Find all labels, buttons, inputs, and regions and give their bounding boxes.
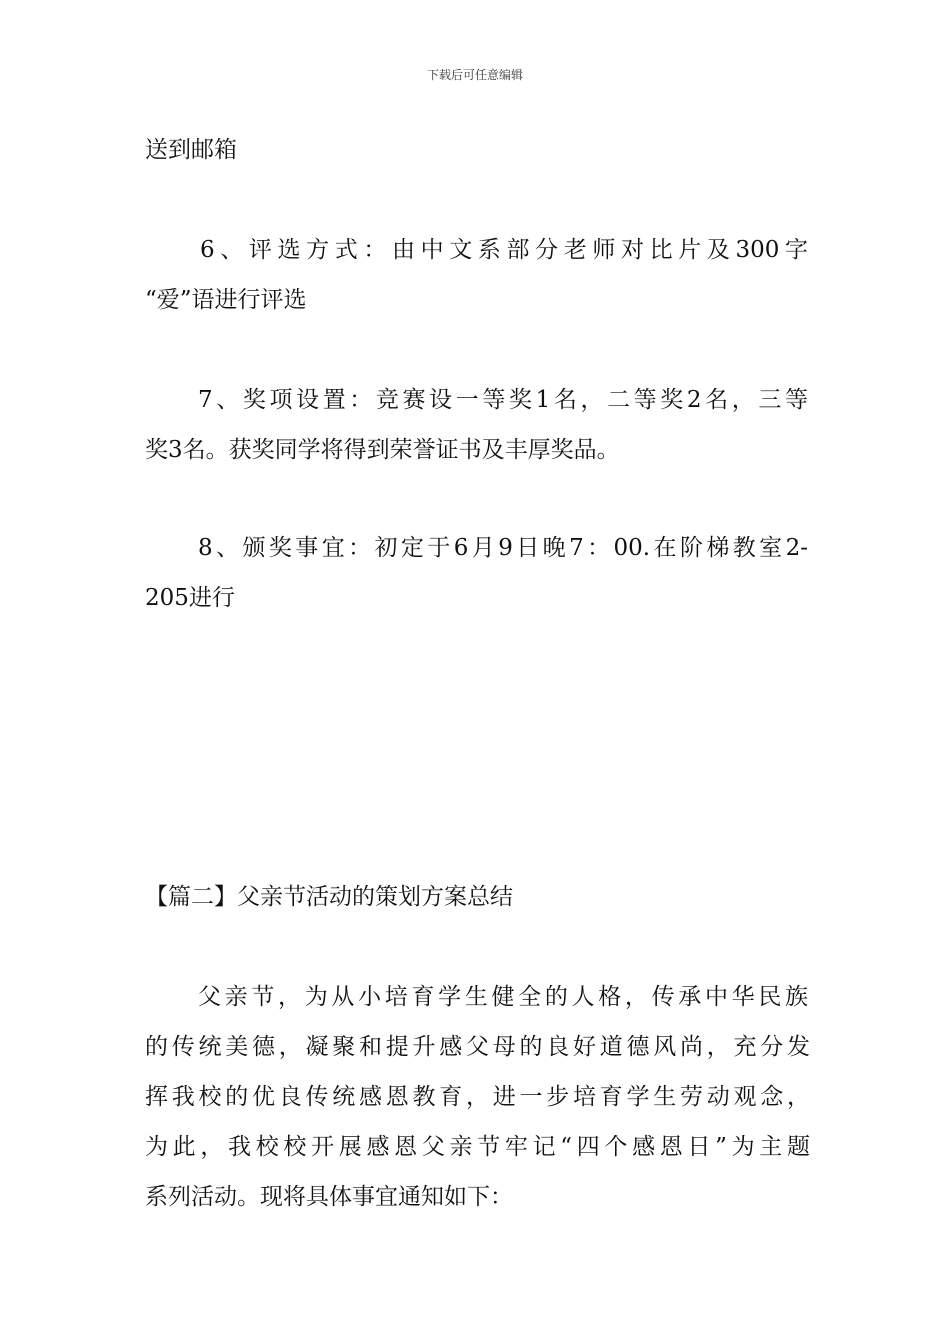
text-line-send-to-mailbox: 送到邮箱 <box>145 137 237 163</box>
paragraph-line-3: 挥我校的优良传统感恩教育，进一步培育学生劳动观念， <box>145 1084 810 1110</box>
paragraph-line-2: 的传统美德，凝聚和提升感父母的良好道德风尚，充分发 <box>145 1034 810 1060</box>
paragraph-line-1: 父亲节，为从小培育学生健全的人格，传承中华民族 <box>198 984 808 1010</box>
item-8-line-1: 8、颁奖事宜：初定于6月9日晚7：00.在阶梯教室2- <box>198 535 808 561</box>
paragraph-line-5: 系列活动。现将具体事宜通知如下： <box>145 1184 513 1210</box>
item-7-line-2: 奖3名。获奖同学将得到荣誉证书及丰厚奖品。 <box>145 437 620 463</box>
page-header: 下载后可任意编辑 <box>426 68 523 82</box>
item-6-line-2: “爱”语进行评选 <box>145 287 307 313</box>
paragraph-line-4: 为此，我校校开展感恩父亲节牢记“四个感恩日”为主题 <box>145 1134 810 1160</box>
section-title: 【篇二】父亲节活动的策划方案总结 <box>145 884 513 910</box>
item-6-line-1: 6、评选方式：由中文系部分老师对比片及300字 <box>200 237 808 263</box>
item-8-line-2: 205进行 <box>145 585 235 611</box>
item-7-line-1: 7、奖项设置：竞赛设一等奖1名，二等奖2名，三等 <box>198 387 808 413</box>
